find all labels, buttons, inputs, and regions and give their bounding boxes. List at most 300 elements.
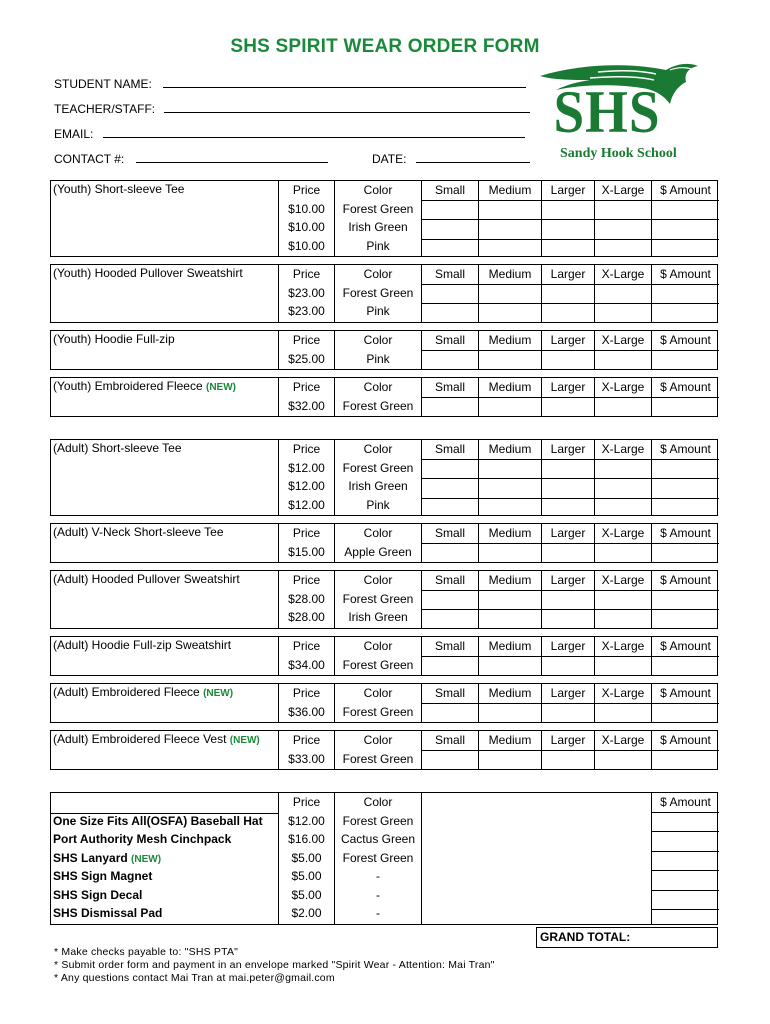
new-tag: (NEW) [229, 735, 260, 746]
price-value: $15.00 [288, 544, 325, 559]
note-submit: * Submit order form and payment in an envelope marked "Spirit Wear - Attention: Mai Tran" [54, 959, 495, 971]
amount-cell[interactable] [652, 544, 719, 563]
product-name [53, 441, 182, 455]
header-color: Color [363, 733, 393, 747]
column-xlarge [594, 571, 651, 628]
quantity-cell[interactable] [479, 544, 541, 563]
column-larger [541, 181, 594, 256]
quantity-cell[interactable] [422, 240, 478, 259]
color-value: Forest Green [342, 460, 414, 475]
amount-cell[interactable] [652, 201, 719, 221]
color-value: Forest Green [342, 591, 414, 606]
amount-cell[interactable] [652, 304, 719, 323]
price-value: $5.00 [291, 887, 322, 902]
column-xlarge [594, 331, 651, 369]
quantity-cell[interactable] [542, 610, 594, 629]
header-medium: Medium [479, 331, 541, 351]
quantity-cell[interactable] [479, 351, 541, 370]
quantity-cell[interactable] [595, 657, 651, 676]
quantity-cell[interactable] [422, 704, 478, 723]
column-color [334, 637, 421, 675]
header-medium: Medium [479, 524, 541, 544]
price-value: $12.00 [288, 479, 325, 493]
price-value: $5.00 [291, 869, 322, 883]
header-amount: $ Amount [652, 378, 719, 398]
header-medium: Medium [479, 571, 541, 591]
quantity-cell[interactable] [422, 460, 478, 480]
price-value: $25.00 [288, 351, 325, 366]
amount-cell[interactable] [652, 751, 719, 770]
quantity-cell[interactable] [542, 751, 594, 770]
color-value: Forest Green [342, 285, 414, 300]
quantity-cell[interactable] [422, 220, 478, 240]
column-xlarge [594, 684, 651, 722]
product-block [50, 683, 718, 723]
student-name-label: STUDENT NAME: [54, 77, 152, 91]
quantity-cell[interactable] [422, 398, 478, 417]
quantity-cell[interactable] [595, 398, 651, 417]
header-larger: Larger [542, 571, 594, 591]
product-name [53, 332, 175, 346]
color-value: Pink [366, 351, 390, 366]
amount-cell[interactable] [652, 610, 719, 629]
quantity-cell[interactable] [422, 285, 478, 305]
quantity-cell[interactable] [422, 657, 478, 676]
quantity-cell[interactable] [595, 479, 651, 499]
column-medium [478, 181, 541, 256]
amount-cell[interactable] [652, 657, 719, 676]
quantity-cell[interactable] [595, 201, 651, 221]
quantity-cell[interactable] [422, 351, 478, 370]
date-field[interactable] [372, 151, 530, 166]
column-color [334, 378, 421, 416]
header-color: Color [363, 442, 393, 456]
accessory-header-spacer [51, 793, 278, 812]
quantity-cell[interactable] [542, 201, 594, 221]
quantity-cell[interactable] [595, 285, 651, 305]
column-small [421, 571, 478, 628]
quantity-cell[interactable] [479, 704, 541, 723]
column-amount [651, 440, 719, 515]
contact-label: CONTACT #: [54, 152, 125, 166]
column-larger [541, 331, 594, 369]
amount-cell[interactable] [652, 832, 719, 852]
product-block [50, 570, 718, 629]
price-value: $10.00 [288, 220, 325, 234]
price-value: $10.00 [288, 201, 325, 216]
column-medium [478, 331, 541, 369]
product-name [53, 266, 243, 280]
accessory-name [51, 849, 278, 868]
color-value: Forest Green [342, 657, 414, 672]
header-amount: $ Amount [652, 331, 719, 351]
header-amount: $ Amount [652, 524, 719, 544]
column-larger [541, 378, 594, 416]
header-medium: Medium [479, 265, 541, 285]
header-price: Price [292, 333, 321, 347]
column-medium [478, 440, 541, 515]
contact-field[interactable] [54, 151, 328, 166]
quantity-cell[interactable] [542, 398, 594, 417]
amount-cell[interactable] [652, 240, 719, 259]
column-color [334, 331, 421, 369]
logo-school-name: Sandy Hook School [560, 146, 677, 161]
column-medium [478, 571, 541, 628]
quantity-cell[interactable] [542, 285, 594, 305]
quantity-cell[interactable] [422, 499, 478, 518]
price-value: $2.00 [291, 906, 322, 920]
quantity-cell[interactable] [479, 460, 541, 480]
price-value: $33.00 [288, 751, 325, 766]
header-color: Color [363, 795, 393, 809]
header-xlarge: X-Large [595, 265, 651, 285]
column-small [421, 265, 478, 322]
accessory-name-text: SHS Dismissal Pad [53, 906, 163, 920]
quantity-cell[interactable] [595, 704, 651, 723]
quantity-cell[interactable] [542, 220, 594, 240]
quantity-cell[interactable] [479, 591, 541, 611]
column-larger [541, 265, 594, 322]
quantity-cell[interactable] [422, 479, 478, 499]
product-name [53, 732, 260, 746]
column-amount [651, 731, 719, 769]
color-value: Forest Green [342, 398, 414, 413]
column-color [334, 440, 421, 515]
quantity-cell[interactable] [479, 479, 541, 499]
header-larger: Larger [542, 378, 594, 398]
student-name-field[interactable] [54, 76, 526, 91]
product-name-text: (Adult) Embroidered Fleece Vest [53, 732, 227, 746]
form-title: SHS SPIRIT WEAR ORDER FORM [230, 36, 540, 57]
quantity-cell[interactable] [595, 751, 651, 770]
quantity-cell[interactable] [595, 610, 651, 629]
email-line[interactable] [103, 126, 525, 138]
product-name-text: (Youth) Embroidered Fleece [53, 379, 203, 393]
date-line[interactable] [416, 151, 530, 163]
column-medium [478, 378, 541, 416]
color-value: - [376, 906, 380, 920]
quantity-cell[interactable] [595, 220, 651, 240]
product-name-text: (Adult) Hoodie Full-zip Sweatshirt [53, 638, 232, 652]
quantity-cell[interactable] [542, 351, 594, 370]
quantity-cell[interactable] [479, 220, 541, 240]
color-value: Forest Green [342, 751, 414, 766]
accessory-name [51, 830, 278, 849]
amount-cell[interactable] [652, 813, 719, 833]
column-price [278, 793, 334, 924]
price-value: $10.00 [288, 238, 325, 253]
header-larger: Larger [542, 684, 594, 704]
quantity-cell[interactable] [479, 201, 541, 221]
header-larger: Larger [542, 331, 594, 351]
color-value: Pink [366, 238, 390, 253]
column-medium [478, 524, 541, 562]
header-medium: Medium [479, 637, 541, 657]
product-block [50, 264, 718, 323]
color-value: Pink [366, 304, 390, 318]
header-larger: Larger [542, 731, 594, 751]
price-value: $23.00 [288, 285, 325, 300]
color-value: Irish Green [348, 479, 408, 493]
header-amount: $ Amount [652, 440, 719, 460]
column-price [278, 378, 334, 416]
column-price [278, 181, 334, 256]
product-block [50, 439, 718, 516]
color-value: Irish Green [348, 220, 408, 234]
amount-cell[interactable] [652, 479, 719, 499]
grand-total-box[interactable] [536, 927, 718, 948]
column-xlarge [594, 524, 651, 562]
header-larger: Larger [542, 265, 594, 285]
school-logo [538, 60, 708, 170]
column-larger [541, 524, 594, 562]
quantity-cell[interactable] [479, 657, 541, 676]
header-medium: Medium [479, 440, 541, 460]
header-amount: $ Amount [652, 571, 719, 591]
amount-cell[interactable] [652, 891, 719, 911]
column-amount [651, 378, 719, 416]
header-price: Price [292, 380, 321, 394]
date-label: DATE: [372, 152, 407, 166]
price-value: $16.00 [288, 832, 325, 846]
product-block [50, 636, 718, 676]
quantity-cell[interactable] [479, 398, 541, 417]
column-larger [541, 684, 594, 722]
header-small: Small [422, 684, 478, 704]
new-tag: (NEW) [203, 688, 234, 699]
header-xlarge: X-Large [595, 378, 651, 398]
quantity-cell[interactable] [595, 304, 651, 323]
quantity-cell[interactable] [479, 499, 541, 518]
header-xlarge: X-Large [595, 571, 651, 591]
email-field[interactable] [54, 126, 525, 141]
amount-cell[interactable] [652, 910, 719, 929]
header-small: Small [422, 571, 478, 591]
header-small: Small [422, 378, 478, 398]
header-larger: Larger [542, 440, 594, 460]
column-price [278, 265, 334, 322]
quantity-cell[interactable] [422, 304, 478, 323]
product-block [50, 180, 718, 257]
header-xlarge: X-Large [595, 440, 651, 460]
quantity-cell[interactable] [595, 460, 651, 480]
column-small [421, 378, 478, 416]
student-name-line[interactable] [163, 76, 526, 88]
product-name [53, 572, 240, 586]
amount-cell[interactable] [652, 285, 719, 305]
product-name [53, 638, 231, 652]
quantity-cell[interactable] [595, 544, 651, 563]
amount-cell[interactable] [652, 460, 719, 480]
quantity-cell[interactable] [595, 351, 651, 370]
column-amount [651, 331, 719, 369]
column-xlarge [594, 637, 651, 675]
quantity-cell[interactable] [479, 610, 541, 629]
quantity-cell[interactable] [542, 240, 594, 259]
accessory-name [51, 867, 278, 886]
quantity-cell[interactable] [542, 304, 594, 323]
column-larger [541, 440, 594, 515]
column-xlarge [594, 265, 651, 322]
quantity-cell[interactable] [422, 751, 478, 770]
header-small: Small [422, 524, 478, 544]
header-color: Color [363, 333, 393, 347]
column-small [421, 637, 478, 675]
header-xlarge: X-Large [595, 181, 651, 201]
quantity-cell[interactable] [542, 591, 594, 611]
amount-cell[interactable] [652, 852, 719, 872]
column-medium [478, 731, 541, 769]
column-color [334, 524, 421, 562]
header-xlarge: X-Large [595, 637, 651, 657]
header-price: Price [292, 183, 321, 197]
column-larger [541, 637, 594, 675]
header-price: Price [292, 686, 321, 700]
price-value: $12.00 [288, 460, 325, 475]
header-larger: Larger [542, 181, 594, 201]
column-small [421, 440, 478, 515]
product-name [53, 182, 184, 196]
header-amount: $ Amount [652, 684, 719, 704]
column-price [278, 731, 334, 769]
amount-cell[interactable] [652, 871, 719, 891]
teacher-staff-line[interactable] [164, 101, 530, 113]
quantity-cell[interactable] [595, 499, 651, 518]
quantity-cell[interactable] [479, 304, 541, 323]
accessories-block [50, 792, 718, 925]
product-name-text: (Youth) Hoodie Full-zip [53, 332, 175, 346]
header-price: Price [292, 733, 321, 747]
product-name-text: (Youth) Hooded Pullover Sweatshirt [53, 266, 243, 280]
email-label: EMAIL: [54, 127, 94, 141]
column-small [421, 731, 478, 769]
color-value: Forest Green [342, 704, 414, 719]
header-price: Price [292, 795, 321, 809]
header-color: Color [363, 686, 393, 700]
quantity-cell[interactable] [422, 201, 478, 221]
header-amount: $ Amount [652, 265, 719, 285]
header-color: Color [363, 573, 393, 587]
quantity-cell[interactable] [479, 751, 541, 770]
product-name-text: (Adult) Hooded Pullover Sweatshirt [53, 572, 240, 586]
column-price [278, 637, 334, 675]
column-color [334, 571, 421, 628]
quantity-cell[interactable] [595, 240, 651, 259]
color-value: Pink [366, 497, 390, 512]
header-amount: $ Amount [652, 181, 719, 201]
column-price [278, 331, 334, 369]
column-color [334, 731, 421, 769]
grand-total-label: GRAND TOTAL: [540, 930, 631, 944]
header-small: Small [422, 181, 478, 201]
amount-cell[interactable] [652, 398, 719, 417]
header-color: Color [363, 639, 393, 653]
price-value: $28.00 [288, 610, 325, 624]
order-notes [54, 946, 495, 985]
column-price [278, 684, 334, 722]
amount-cell[interactable] [652, 704, 719, 723]
quantity-cell[interactable] [542, 460, 594, 480]
quantity-cell[interactable] [479, 240, 541, 259]
quantity-cell[interactable] [479, 285, 541, 305]
header-color: Color [363, 380, 393, 394]
accessory-name-divider [51, 813, 278, 814]
quantity-cell[interactable] [422, 591, 478, 611]
color-value: - [376, 869, 380, 883]
color-value: Forest Green [342, 850, 414, 865]
header-amount: $ Amount [652, 731, 719, 751]
price-value: $12.00 [288, 813, 325, 828]
column-color [334, 793, 421, 924]
accessory-name [51, 904, 278, 923]
amount-cell[interactable] [652, 220, 719, 240]
product-name-text: (Youth) Short-sleeve Tee [53, 182, 185, 196]
product-name-text: (Adult) Embroidered Fleece [53, 685, 200, 699]
quantity-cell[interactable] [542, 704, 594, 723]
header-price: Price [292, 639, 321, 653]
quantity-cell[interactable] [542, 499, 594, 518]
accessory-name-text: SHS Lanyard [53, 850, 128, 865]
quantity-cell[interactable] [542, 544, 594, 563]
header-price: Price [292, 267, 321, 281]
color-value: - [376, 887, 380, 902]
header-small: Small [422, 440, 478, 460]
column-amount [651, 524, 719, 562]
contact-line[interactable] [136, 151, 328, 163]
price-value: $12.00 [288, 497, 325, 512]
accessory-name-text: SHS Sign Decal [53, 887, 143, 902]
accessory-name [51, 886, 278, 905]
column-medium [478, 684, 541, 722]
teacher-staff-field[interactable] [54, 101, 530, 116]
column-xlarge [594, 440, 651, 515]
column-small [421, 331, 478, 369]
price-value: $28.00 [288, 591, 325, 606]
column-xlarge [594, 378, 651, 416]
quantity-cell[interactable] [542, 479, 594, 499]
note-contact: * Any questions contact Mai Tran at mai.peter@gmail.com [54, 972, 335, 984]
accessory-name-text: One Size Fits All(OSFA) Baseball Hat [53, 813, 263, 828]
color-value: Irish Green [348, 610, 408, 624]
amount-cell[interactable] [652, 351, 719, 370]
column-small [421, 524, 478, 562]
column-larger [541, 731, 594, 769]
product-block [50, 730, 718, 770]
product-name [53, 525, 224, 539]
quantity-cell[interactable] [542, 657, 594, 676]
column-color [334, 181, 421, 256]
quantity-cell[interactable] [422, 610, 478, 629]
header-xlarge: X-Large [595, 731, 651, 751]
amount-cell[interactable] [652, 499, 719, 518]
column-amount [651, 181, 719, 256]
header-small: Small [422, 637, 478, 657]
column-amount [651, 793, 719, 924]
header-xlarge: X-Large [595, 524, 651, 544]
color-value: Forest Green [342, 201, 414, 216]
product-block [50, 523, 718, 563]
product-name-text: (Adult) V-Neck Short-sleeve Tee [53, 525, 224, 539]
column-price [278, 571, 334, 628]
quantity-cell[interactable] [422, 544, 478, 563]
column-medium [478, 265, 541, 322]
amount-cell[interactable] [652, 591, 719, 611]
header-medium: Medium [479, 181, 541, 201]
header-medium: Medium [479, 378, 541, 398]
quantity-cell[interactable] [595, 591, 651, 611]
product-name-text: (Adult) Short-sleeve Tee [53, 441, 182, 455]
color-value: Forest Green [342, 813, 414, 828]
